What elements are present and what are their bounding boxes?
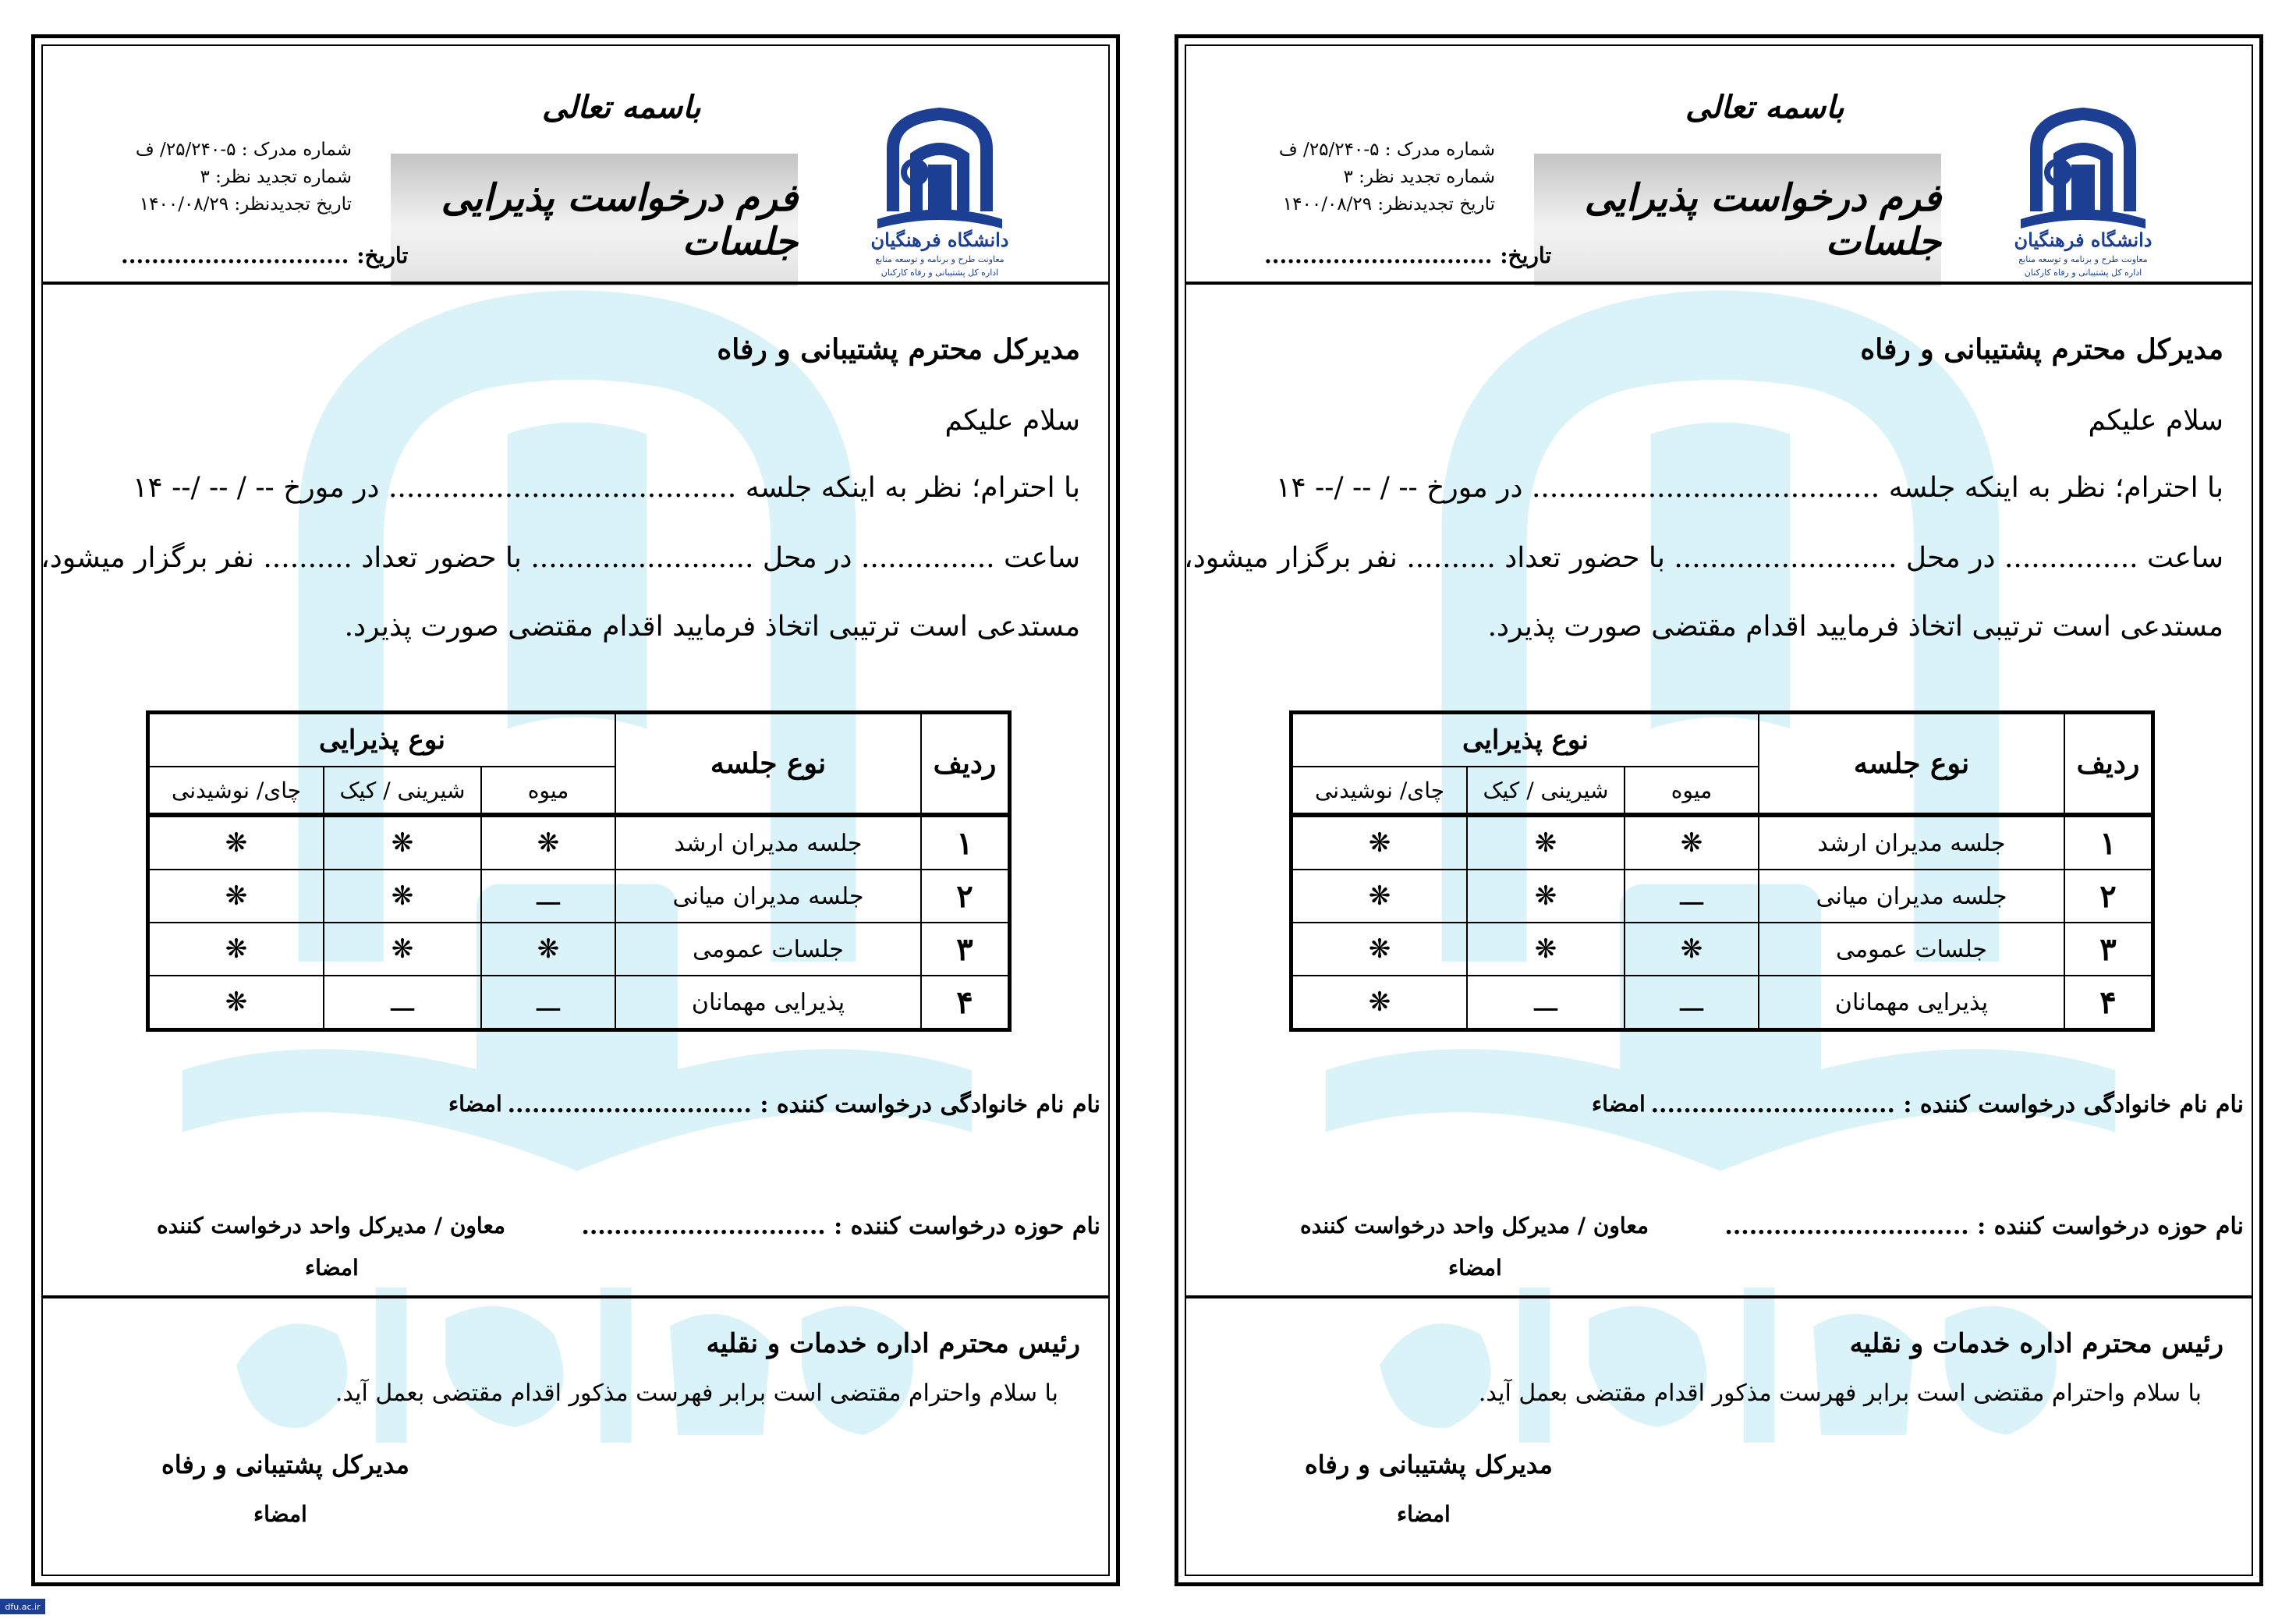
- body-line-2: ساعت ............... در محل ......................... با حضور تعداد .......... نفر برگزار میشود،: [1184, 542, 2223, 574]
- sub-sweets-header: شیرینی / کیک: [324, 767, 481, 815]
- basmala: باسمه تعالی: [1685, 89, 1844, 126]
- revision-date: تاریخ تجدیدنظر: ۱۴۰۰/۰۸/۲۹: [1282, 194, 1495, 214]
- sub-tea-header: چای/ نوشیدنی: [1292, 767, 1468, 815]
- sweets-cell: ❋: [324, 815, 481, 870]
- signature-label-3: امضاء: [253, 1501, 307, 1527]
- signature-label-1: امضاء: [448, 1091, 502, 1117]
- catering-table: [1289, 710, 2155, 1032]
- row-number: ۴: [921, 976, 1010, 1030]
- logo-subtitle-2: اداره کل پشتیبانی و رفاه کارکنان: [880, 267, 999, 278]
- deputy-label: معاون / مدیرکل واحد درخواست کننده: [157, 1213, 505, 1238]
- logo-subtitle-1: معاونت طرح و برنامه و توسعه منابع: [875, 254, 1004, 264]
- body-line-3: مستدعی است ترتیبی اتخاذ فرمایید اقدام مقتضی صورت پذیرد.: [344, 611, 1080, 643]
- col-service-header: نوع پذیرایی: [1292, 713, 1759, 767]
- sub-sweets-header: شیرینی / کیک: [1467, 767, 1625, 815]
- form-right: [1175, 34, 2263, 1586]
- greeting: سلام علیکم: [2088, 405, 2223, 437]
- body-line-2: ساعت ............... در محل ......................... با حضور تعداد .......... نفر برگزار میشود،: [41, 542, 1080, 574]
- university-logo-icon: [1997, 94, 2169, 282]
- logo-subtitle-1: معاونت طرح و برنامه و توسعه منابع: [2018, 254, 2148, 264]
- signature-label-3: امضاء: [1397, 1501, 1451, 1527]
- site-badge[interactable]: dfu.ac.ir: [0, 1599, 45, 1614]
- tea-cell: ❋: [148, 923, 324, 976]
- row-number: ۱: [2064, 815, 2153, 870]
- signature-label-1: امضاء: [1592, 1091, 1646, 1117]
- sweets-cell: ـــ: [324, 976, 481, 1030]
- requester-name-field[interactable]: نام نام خانوادگی درخواست کننده : ..............................: [507, 1091, 1100, 1118]
- session-type: جلسه مدیران میانی: [615, 870, 921, 923]
- unit-name-field[interactable]: نام حوزه درخواست کننده : ..............................: [1724, 1213, 2244, 1240]
- table-row: [148, 870, 1010, 923]
- session-type: جلسه مدیران ارشد: [1759, 815, 2064, 870]
- col-row-header: ردیف: [921, 713, 1010, 816]
- fruit-cell: ❋: [481, 923, 615, 976]
- sweets-cell: ـــ: [1467, 976, 1625, 1030]
- tea-cell: ❋: [1292, 815, 1468, 870]
- table-row: [1292, 923, 2153, 976]
- form-title: فرم درخواست پذیرایی جلسات: [441, 176, 798, 264]
- catering-table: [146, 710, 1012, 1032]
- col-type-header: نوع جلسه: [615, 713, 921, 816]
- date-field[interactable]: تاریخ: ..............................: [121, 243, 409, 268]
- table-row: [1292, 815, 2153, 870]
- tea-cell: ❋: [148, 976, 324, 1030]
- fruit-cell: ❋: [1625, 923, 1759, 976]
- fruit-cell: ❋: [481, 815, 615, 870]
- logo-subtitle-2: اداره کل پشتیبانی و رفاه کارکنان: [2024, 267, 2142, 278]
- session-type: پذیرایی مهمانان: [615, 976, 921, 1030]
- row-number: ۱: [921, 815, 1010, 870]
- tea-cell: ❋: [1292, 976, 1468, 1030]
- fruit-cell: ـــ: [481, 976, 615, 1030]
- sweets-cell: ❋: [1467, 815, 1625, 870]
- sub-fruit-header: میوه: [1625, 767, 1759, 815]
- doc-number: شماره مدرک : ۵-۲۵/۲۴۰/ ف: [135, 140, 352, 160]
- unit-name-field[interactable]: نام حوزه درخواست کننده : ..............................: [581, 1213, 1100, 1240]
- col-row-header: ردیف: [2064, 713, 2153, 816]
- deputy-label: معاون / مدیرکل واحد درخواست کننده: [1300, 1213, 1649, 1238]
- basmala: باسمه تعالی: [542, 89, 701, 126]
- section2-addressee: رئیس محترم اداره خدمات و نقلیه: [1849, 1328, 2223, 1359]
- fruit-cell: ❋: [1625, 815, 1759, 870]
- tea-cell: ❋: [148, 870, 324, 923]
- section-divider: [1186, 1295, 2252, 1298]
- session-type: جلسات عمومی: [615, 923, 921, 976]
- greeting: سلام علیکم: [944, 405, 1080, 437]
- revision-number: شماره تجدید نظر: ۳: [200, 167, 352, 187]
- session-type: پذیرایی مهمانان: [1759, 976, 2064, 1030]
- university-logo-icon: [854, 94, 1026, 282]
- form-inner-border: [41, 44, 1110, 1576]
- revision-number: شماره تجدید نظر: ۳: [1343, 167, 1495, 187]
- doc-number: شماره مدرک : ۵-۲۵/۲۴۰/ ف: [1278, 140, 1495, 160]
- requester-name-field[interactable]: نام نام خانوادگی درخواست کننده : ..............................: [1650, 1091, 2244, 1118]
- table-row: [148, 976, 1010, 1030]
- date-field[interactable]: تاریخ: ..............................: [1264, 243, 1552, 268]
- table-row: [148, 923, 1010, 976]
- session-type: جلسه مدیران ارشد: [615, 815, 921, 870]
- revision-date: تاریخ تجدیدنظر: ۱۴۰۰/۰۸/۲۹: [139, 194, 352, 214]
- table-row: [1292, 870, 2153, 923]
- session-type: جلسات عمومی: [1759, 923, 2064, 976]
- row-number: ۲: [921, 870, 1010, 923]
- table-row: [1292, 976, 2153, 1030]
- row-number: ۲: [2064, 870, 2153, 923]
- title-banner: [1534, 154, 1941, 286]
- form-inner-border: [1185, 44, 2253, 1576]
- section2-signer: مدیرکل پشتیبانی و رفاه: [1305, 1450, 1553, 1479]
- addressee: مدیرکل محترم پشتیبانی و رفاه: [1860, 333, 2223, 366]
- sub-tea-header: چای/ نوشیدنی: [148, 767, 324, 815]
- sweets-cell: ❋: [324, 870, 481, 923]
- signature-label-2: امضاء: [1448, 1255, 1502, 1281]
- row-number: ۳: [921, 923, 1010, 976]
- section-divider: [43, 1295, 1108, 1298]
- body-line-3: مستدعی است ترتیبی اتخاذ فرمایید اقدام مقتضی صورت پذیرد.: [1487, 611, 2223, 643]
- sub-fruit-header: میوه: [481, 767, 615, 815]
- section2-signer: مدیرکل پشتیبانی و رفاه: [161, 1450, 409, 1479]
- tea-cell: ❋: [1292, 923, 1468, 976]
- logo-text: دانشگاه فرهنگیان: [870, 229, 1009, 251]
- form-left: [31, 34, 1120, 1586]
- section2-text: با سلام واحترام مقتضی است برابر فهرست مذکور اقدام مقتضی بعمل آید.: [1478, 1380, 2202, 1407]
- body-line-1: با احترام؛ نظر به اینکه جلسه ....................................... در مورخ -- / -- /-- ۱۴: [133, 472, 1080, 504]
- row-number: ۴: [2064, 976, 2153, 1030]
- header-divider: [1186, 282, 2252, 285]
- sweets-cell: ❋: [1467, 870, 1625, 923]
- session-type: جلسه مدیران میانی: [1759, 870, 2064, 923]
- header-divider: [43, 282, 1108, 285]
- col-type-header: نوع جلسه: [1759, 713, 2064, 816]
- form-title: فرم درخواست پذیرایی جلسات: [1584, 176, 1941, 264]
- sweets-cell: ❋: [1467, 923, 1625, 976]
- section2-text: با سلام واحترام مقتضی است برابر فهرست مذکور اقدام مقتضی بعمل آید.: [335, 1380, 1058, 1407]
- table-row: [148, 815, 1010, 870]
- fruit-cell: ـــ: [481, 870, 615, 923]
- section2-addressee: رئیس محترم اداره خدمات و نقلیه: [706, 1328, 1080, 1359]
- sweets-cell: ❋: [324, 923, 481, 976]
- signature-label-2: امضاء: [305, 1255, 359, 1281]
- row-number: ۳: [2064, 923, 2153, 976]
- title-banner: [391, 154, 798, 286]
- logo-text: دانشگاه فرهنگیان: [2014, 229, 2152, 251]
- body-line-1: با احترام؛ نظر به اینکه جلسه ....................................... در مورخ -- / -- /-- ۱۴: [1276, 472, 2223, 504]
- fruit-cell: ـــ: [1625, 870, 1759, 923]
- fruit-cell: ـــ: [1625, 976, 1759, 1030]
- tea-cell: ❋: [1292, 870, 1468, 923]
- addressee: مدیرکل محترم پشتیبانی و رفاه: [717, 333, 1080, 366]
- tea-cell: ❋: [148, 815, 324, 870]
- col-service-header: نوع پذیرایی: [148, 713, 616, 767]
